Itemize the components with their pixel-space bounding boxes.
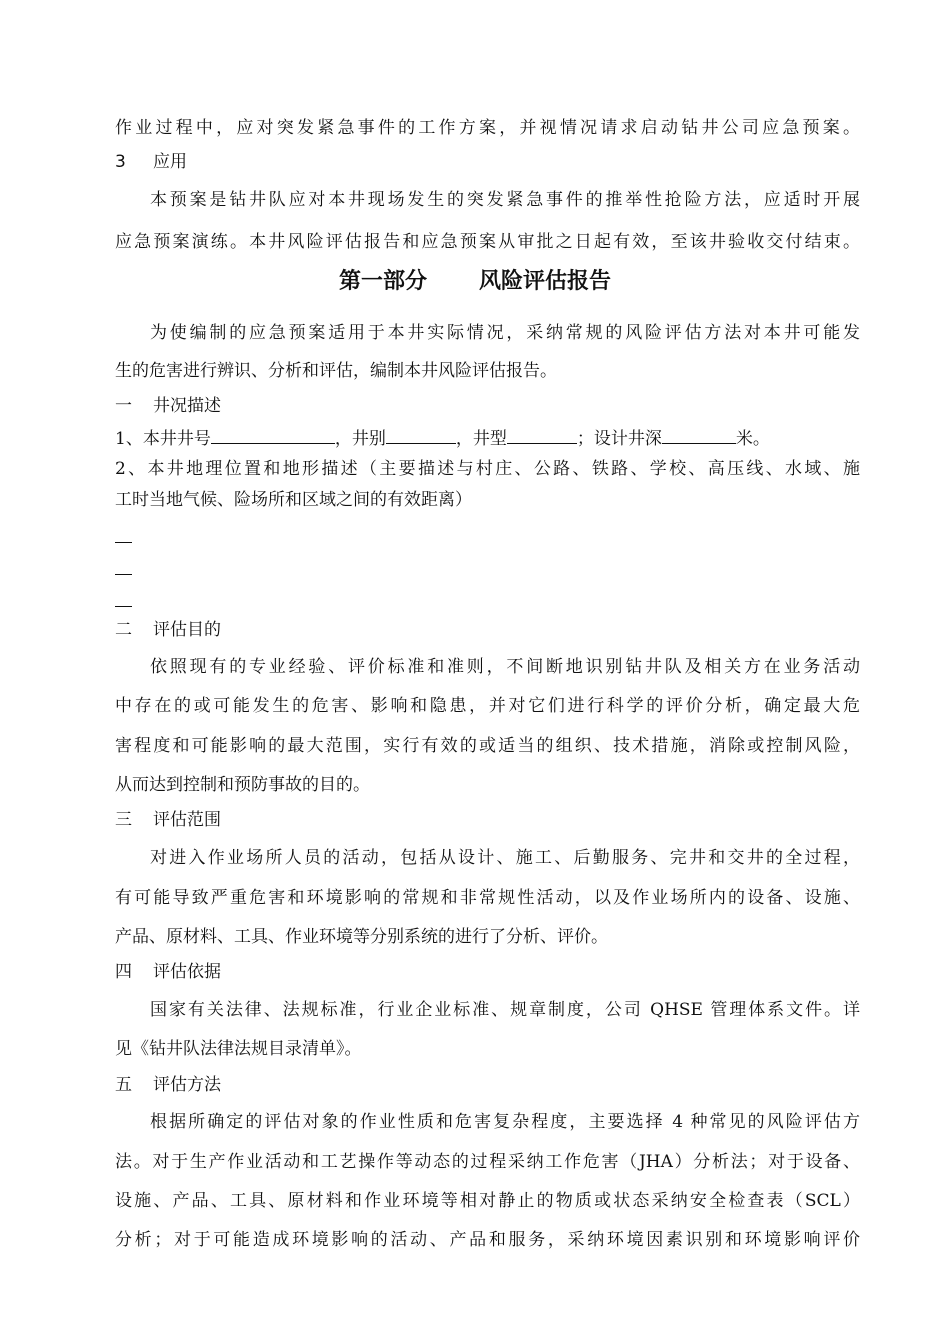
section-title: 评估目的 — [153, 620, 221, 640]
intro-line: 作业过程中，应对突发紧急事件的工作方案，并视情况请求启动钻井公司应急预案。 — [115, 118, 860, 138]
paragraph-line: 从而达到控制和预防事故的目的。 — [115, 775, 370, 795]
section-title: 应用 — [153, 152, 187, 172]
paragraph-line: 为使编制的应急预案适用于本井实际情况，采纳常规的风险评估方法对本井可能发 — [150, 323, 860, 343]
blank-line[interactable] — [115, 542, 132, 543]
section-heading-2 — [115, 618, 860, 642]
paragraph-line: 对进入作业场所人员的活动，包括从设计、施工、后勤服务、完井和交井的全过程， — [150, 848, 860, 868]
well-profile-field[interactable] — [507, 426, 577, 444]
blank-line[interactable] — [115, 606, 132, 607]
section-title: 评估依据 — [153, 962, 221, 982]
part-name: 风险评估报告 — [479, 269, 612, 294]
paragraph-line: 国家有关法律、法规标准，行业企业标准、规章制度，公司 QHSE 管理体系文件。详 — [150, 1000, 860, 1020]
section-heading-5 — [115, 1073, 860, 1097]
section-number: 3 — [115, 152, 126, 172]
section-number: 五 — [115, 1075, 132, 1095]
section-number: 四 — [115, 962, 132, 982]
section-number: 一 — [115, 396, 132, 416]
well-profile-label: ，井型 — [455, 429, 507, 449]
blank-line[interactable] — [115, 574, 132, 575]
section-heading-4 — [115, 960, 860, 984]
paragraph-line: 本预案是钻井队应对本井现场发生的突发紧急事件的推举性抢险方法，应适时开展 — [150, 190, 860, 210]
paragraph-line: 中存在的或可能发生的危害、影响和隐患，并对它们进行科学的评价分析，确定最大危 — [115, 696, 860, 716]
paragraph-line: 生的危害进行辨识、分析和评估，编制本井风险评估报告。 — [115, 361, 557, 381]
paragraph-line: 分析；对于可能造成环境影响的活动、产品和服务，采纳环境因素识别和环境影响评价 — [115, 1230, 860, 1250]
paragraph-line: 法。对于生产作业活动和工艺操作等动态的过程采纳工作危害（JHA）分析法；对于设备、 — [115, 1152, 860, 1172]
section-title: 评估范围 — [153, 810, 221, 830]
paragraph-line: 工时当地气候、险场所和区域之间的有效距离） — [115, 490, 472, 510]
paragraph-line: 应急预案演练。本井风险评估报告和应急预案从审批之日起有效，至该井验收交付结束。 — [115, 232, 860, 252]
section-heading-3 — [115, 150, 860, 174]
section-heading-3b — [115, 808, 860, 832]
part-title — [0, 267, 950, 297]
well-type-field[interactable] — [386, 426, 456, 444]
paragraph-line: 产品、原材料、工具、作业环境等分别系统的进行了分析、评价。 — [115, 927, 608, 947]
part-label: 第一部分 — [338, 269, 427, 294]
section-title: 评估方法 — [153, 1075, 221, 1095]
well-number-field[interactable] — [211, 426, 335, 444]
paragraph-line: 2、本井地理位置和地形描述（主要描述与村庄、公路、铁路、学校、高压线、水域、施 — [115, 459, 860, 479]
unit-label: 米。 — [735, 429, 770, 449]
paragraph-line: 见《钻井队法律法规目录清单》。 — [115, 1039, 362, 1059]
section-heading-1 — [115, 394, 860, 418]
paragraph-line: 害程度和可能影响的最大范围，实行有效的或适当的组织、技术措施，消除或控制风险， — [115, 736, 860, 756]
paragraph-line: 有可能导致严重危害和环境影响的常规和非常规性活动，以及作业场所内的设备、设施、 — [115, 888, 860, 908]
section-number: 三 — [115, 810, 132, 830]
design-depth-label: ；设计井深 — [576, 429, 662, 449]
well-number-label: 1、本井井号 — [115, 429, 211, 449]
paragraph-line: 根据所确定的评估对象的作业性质和危害复杂程度，主要选择 4 种常见的风险评估方 — [150, 1112, 860, 1132]
paragraph-line: 设施、产品、工具、原材料和作业环境等相对静止的物质或状态采纳安全检查表（SCL） — [115, 1191, 860, 1211]
design-depth-field[interactable] — [662, 426, 736, 444]
well-type-label: ，井别 — [334, 429, 386, 449]
well-info-line — [115, 426, 860, 451]
section-title: 井况描述 — [153, 396, 221, 416]
section-number: 二 — [115, 620, 132, 640]
paragraph-line: 依照现有的专业经验、评价标准和准则，不间断地识别钻井队及相关方在业务活动 — [150, 657, 860, 677]
